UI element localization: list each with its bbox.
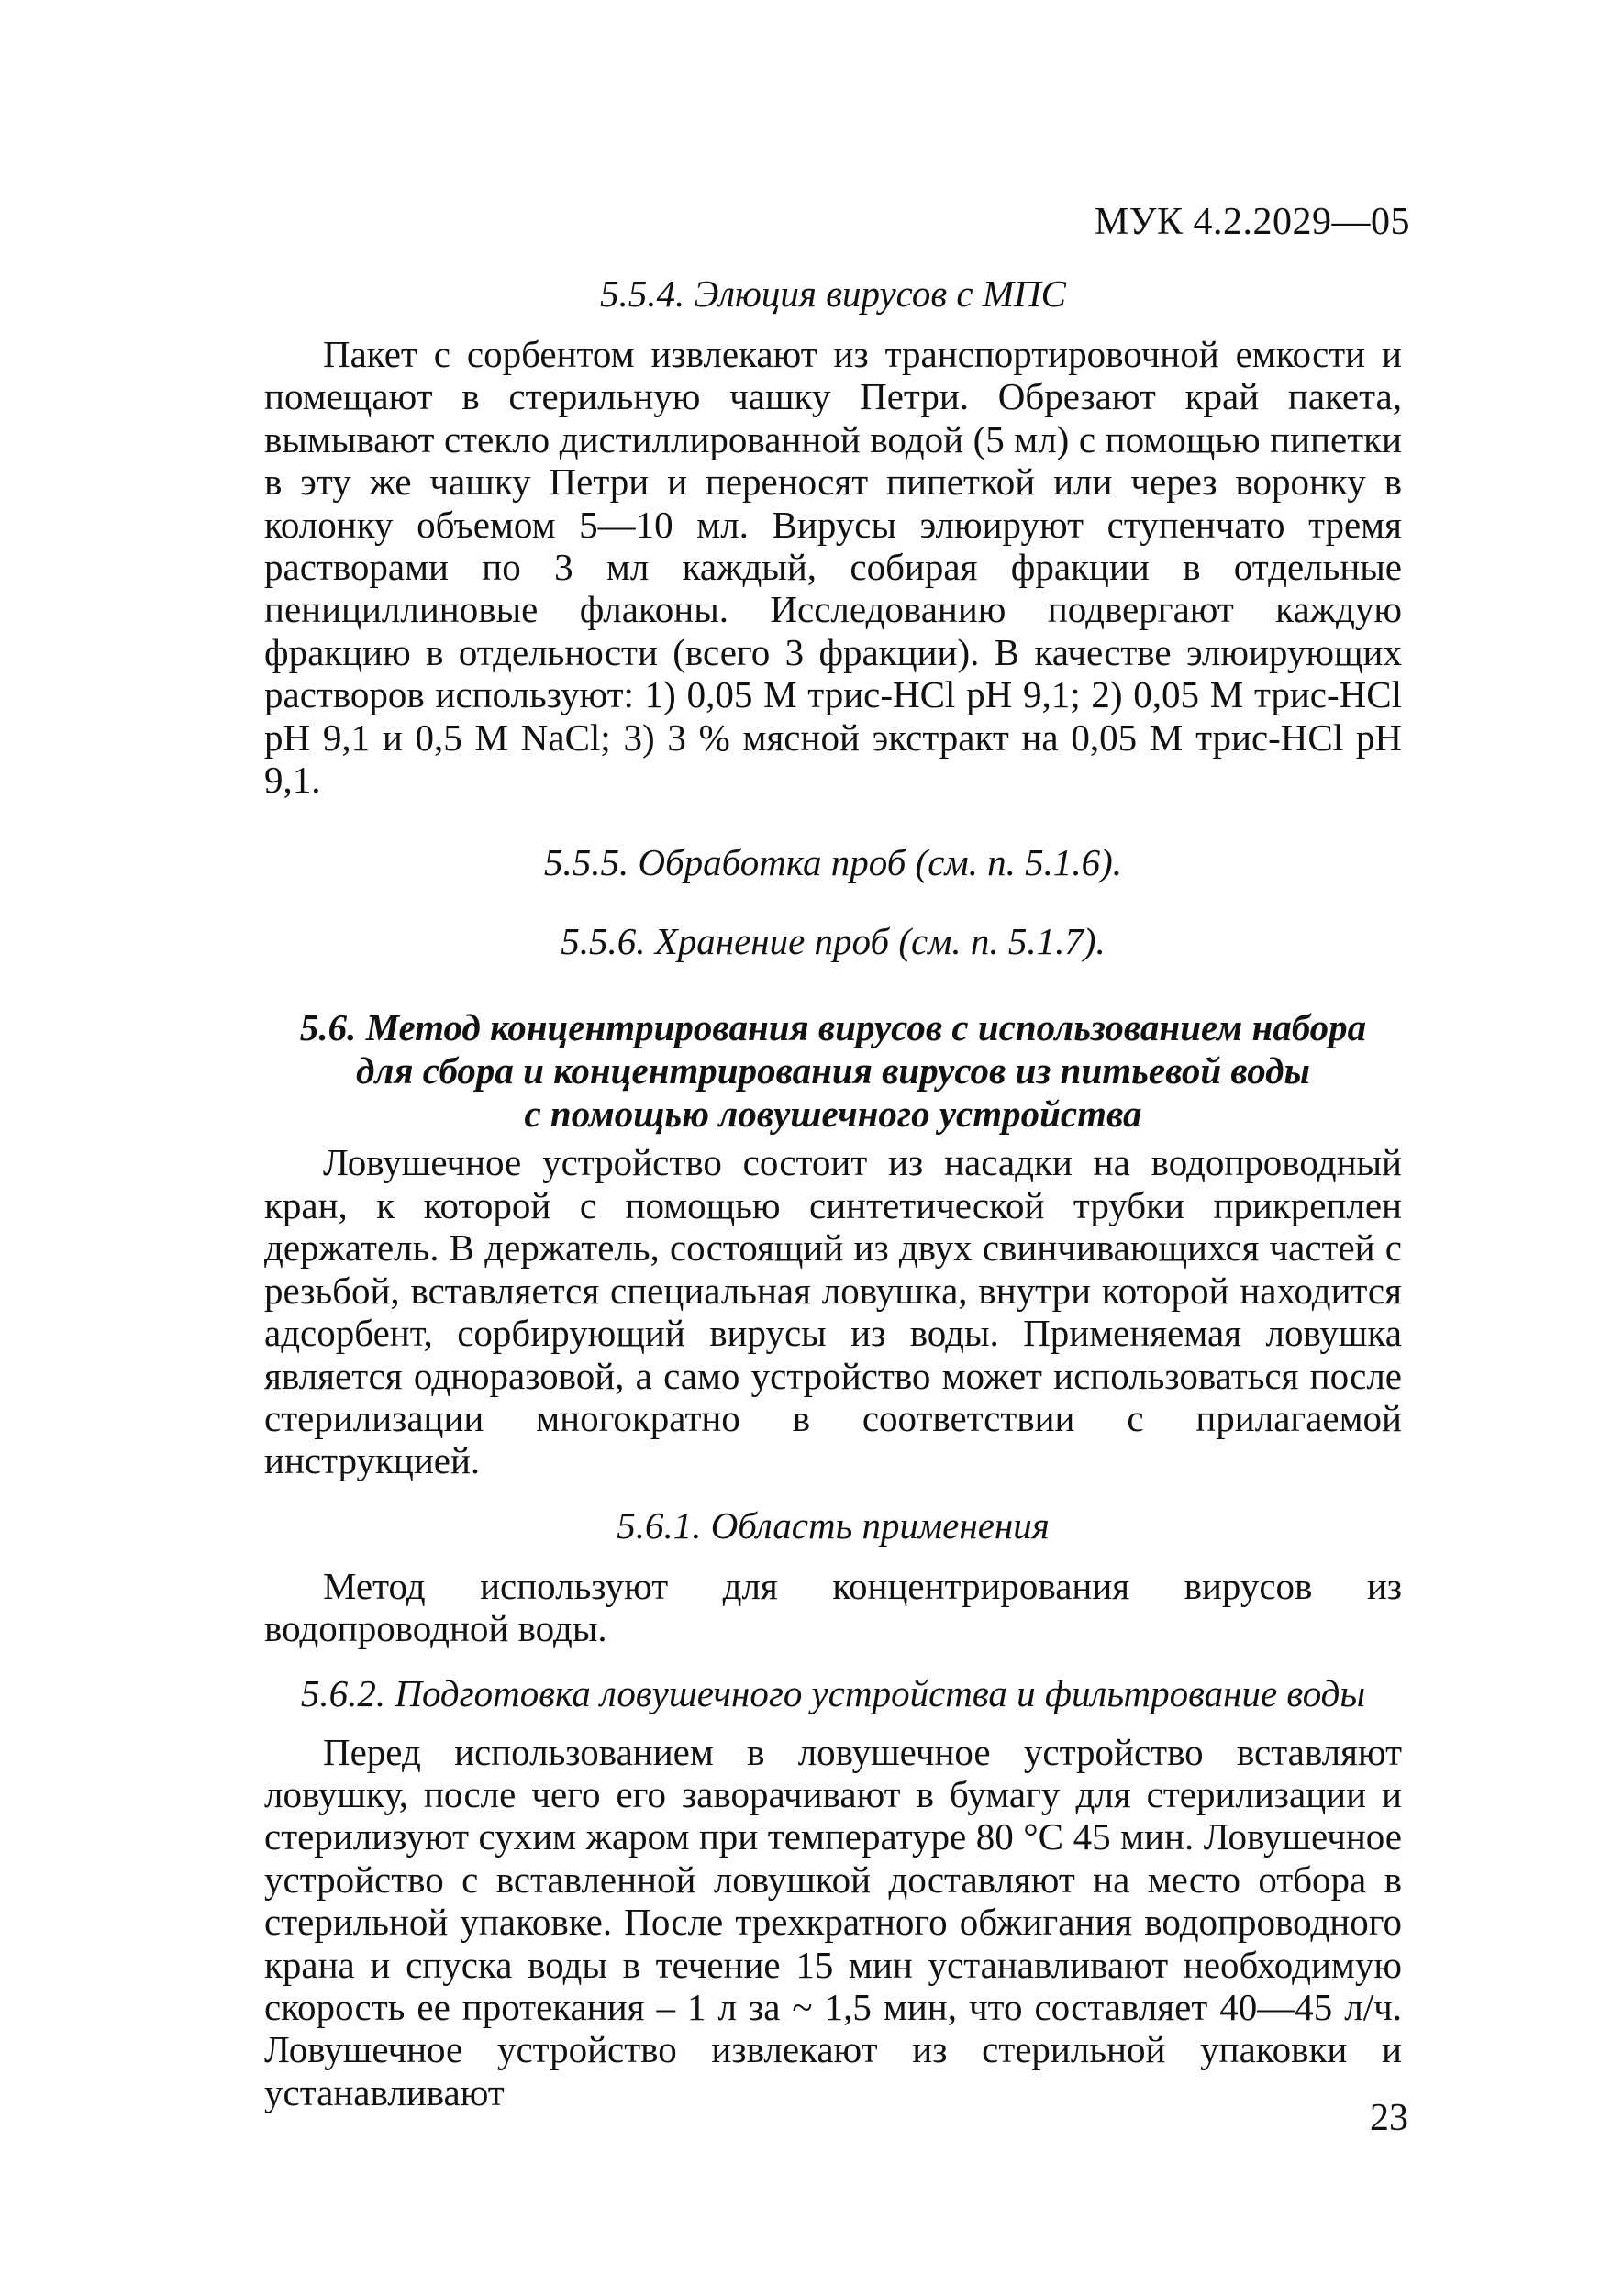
paragraph-5-6-1: Метод используют для концентрирования вирусов из водопроводной воды. — [264, 1564, 1402, 1650]
document-code: МУК 4.2.2029—05 — [1094, 201, 1410, 243]
page-number: 23 — [1370, 2097, 1408, 2139]
section-title-line-2: для сбора и концентрирования вирусов из питьевой воды — [356, 1049, 1310, 1093]
subsection-title-5-6-1: 5.6.1. Область применения — [617, 1503, 1050, 1547]
subsection-title-5-5-6: 5.5.6. Хранение проб (см. п. 5.1.7). — [561, 920, 1106, 963]
page-content — [264, 271, 1402, 2113]
paragraph-5-5-4: Пакет с сорбентом извлекают из транспортировочной емкости и помещают в стерильную чашку Петри. Обрезают край пакета, вымывают стекло дистиллированной водой (5 мл) с помощью пипетки в эту же чашку Петри и переносят пипеткой или через воронку в колонку объемом 5—10 мл. Вирусы элюируют ступенчато тремя растворами по 3 мл каждый, собирая фракции в отдельные пенициллиновые флаконы. Исследованию подвергают каждую фракцию в отдельности (всего 3 фракции). В качестве элюирующих растворов используют: 1) 0,05 М трис-HCl pH 9,1; 2) 0,05 М трис-HCl pH 9,1 и 0,5 М NaCl; 3) 3 % мясной экстракт на 0,05 М трис-HCl pH 9,1. — [264, 333, 1402, 802]
section-heading-5-6 — [264, 1006, 1402, 1136]
paragraph-5-6-2: Перед использованием в ловушечное устройство вставляют ловушку, после чего его заворачивают в бумагу для стерилизации и стерилизуют сухим жаром при температуре 80 °С 45 мин. Ловушечное устройство с вставленной ловушкой доставляют на место отбора в стерильной упаковке. После трехкратного обжигания водопроводного крана и спуска воды в течение 15 мин устанавливают необходимую скорость ее протекания – 1 л за ~ 1,5 мин, что составляет 40—45 л/ч. Ловушечное устройство извлекают из стерильной упаковки и устанавливают — [264, 1730, 1402, 2113]
subsection-title-5-5-4: 5.5.4. Элюция вирусов с МПС — [600, 272, 1066, 315]
subsection-title-5-5-5: 5.5.5. Обработка проб (см. п. 5.1.6). — [543, 841, 1123, 884]
paragraph-5-6: Ловушечное устройство состоит из насадки на водопроводный кран, к которой с помощью синтетической трубки прикреплен держатель. В держатель, состоящий из двух свинчивающихся частей с резьбой, вставляется специальная ловушка, внутри которой находится адсорбент, сорбирующий вирусы из воды. Применяемая ловушка является одноразовой, а само устройство может использоваться после стерилизации многократно в соответствии с прилагаемой инструкцией. — [264, 1141, 1402, 1482]
section-title-line-1: 5.6. Метод концентрирования вирусов с использованием набора — [299, 1006, 1367, 1049]
section-title-line-3: с помощью ловушечного устройства — [524, 1093, 1142, 1136]
subsection-title-5-6-2: 5.6.2. Подготовка ловушечного устройства и фильтрование воды — [300, 1671, 1366, 1714]
